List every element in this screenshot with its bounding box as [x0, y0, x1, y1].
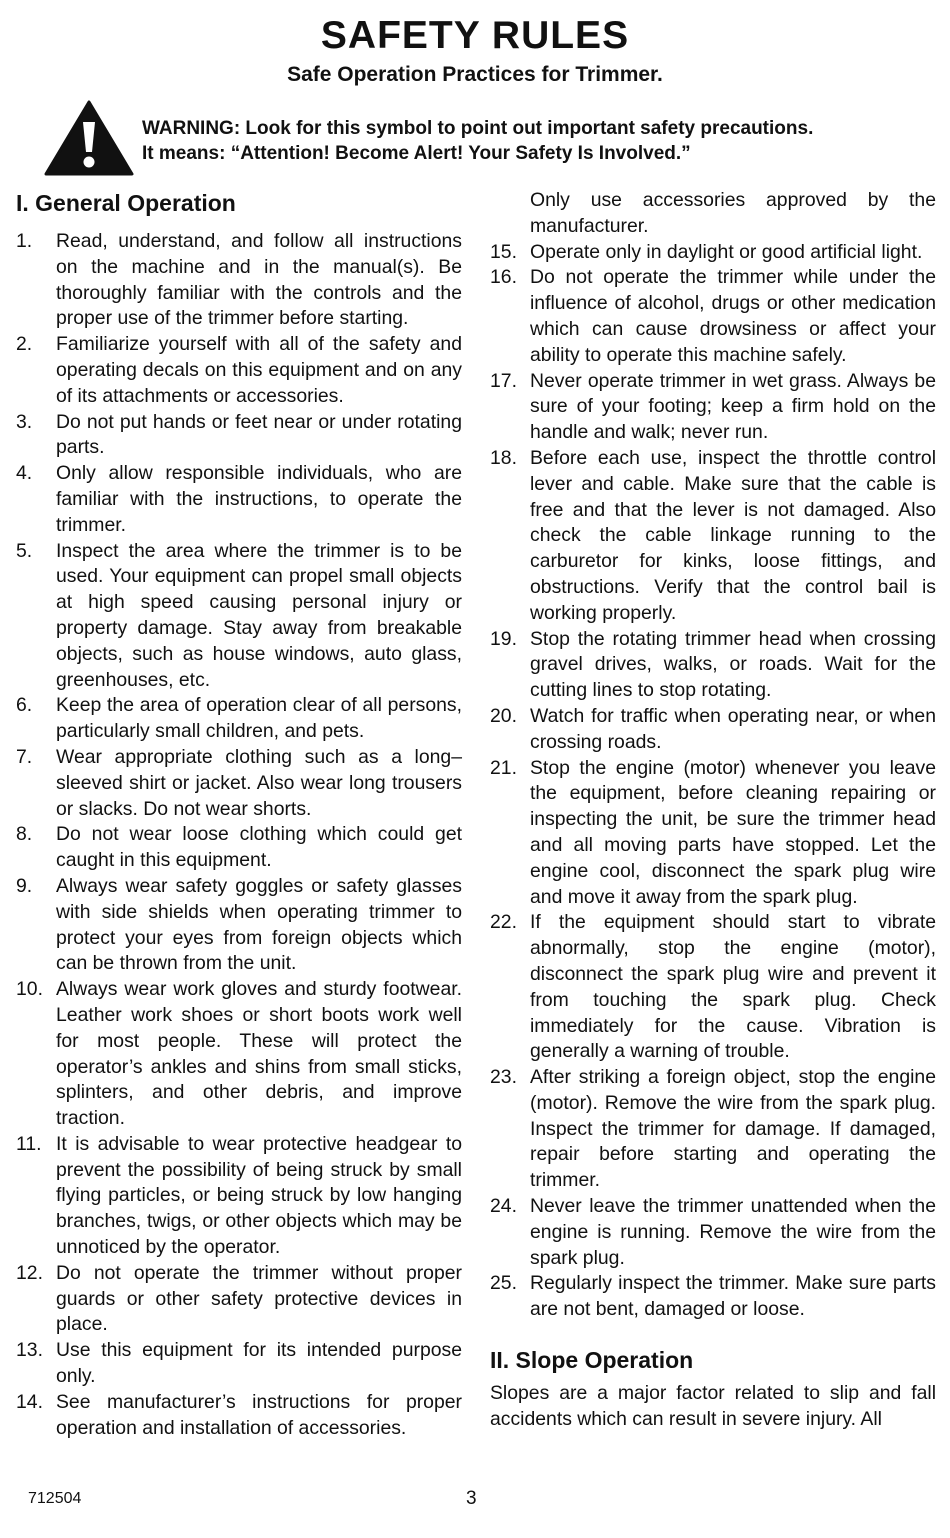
right-column: [490, 188, 936, 1433]
list-item: [16, 1338, 462, 1390]
item-text: Inspect the area where the trimmer is to be used. Your equipment can propel small objects at high speed causing personal injury or property damage. Stay away from breakable objects, such as house windows, auto glass, greenhouses, etc.: [56, 539, 462, 691]
item-number: 19.: [490, 627, 517, 650]
item-text: It is advisable to wear protective headgear to prevent the possibility of being struck by small flying particles, or being struck by low hanging branches, twigs, or other objects which may be unnoticed by the operator.: [56, 1132, 462, 1259]
item-text: Use this equipment for its intended purpose only.: [56, 1339, 462, 1388]
list-item: [16, 1390, 462, 1442]
item-number: 25.: [490, 1272, 517, 1295]
item-text: Familiarize yourself with all of the safety and operating decals on this equipment and on any of its attachments or accessories.: [56, 333, 462, 407]
list-item: [490, 369, 936, 446]
item-text: Never leave the trimmer unattended when the engine is running. Remove the wire from the spark plug.: [530, 1195, 936, 1269]
list-item: [16, 693, 462, 745]
item-text: Only allow responsible individuals, who are familiar with the instructions, to operate the trimmer.: [56, 462, 462, 536]
list-item: [490, 1194, 936, 1271]
list-item: [16, 1261, 462, 1338]
item-number: 13.: [16, 1339, 43, 1362]
item-text: See manufacturer’s instructions for proper operation and installation of accessories.: [56, 1390, 462, 1439]
item-number: 8.: [16, 823, 33, 846]
list-item: [490, 240, 936, 266]
warning-message: [142, 116, 942, 166]
slope-operation-intro: Slopes are a major factor related to slip and fall accidents which can result in severe injury. All: [490, 1382, 936, 1430]
list-item: [490, 265, 936, 368]
list-item: [16, 410, 462, 462]
general-operation-list-continued: [490, 240, 936, 1323]
item-number: 5.: [16, 539, 33, 562]
item-number: 17.: [490, 369, 517, 392]
item-text: Always wear work gloves and sturdy footwear. Leather work shoes or short boots work well for most people. These will protect the operator’s ankles and shins from small sticks, splinters, and other debris, and improve traction.: [56, 978, 462, 1130]
item-text: Keep the area of operation clear of all persons, particularly small children, and pets.: [56, 694, 462, 743]
list-item: [16, 229, 462, 332]
list-item: [490, 910, 936, 1065]
list-item: [16, 977, 462, 1132]
page-title: SAFETY RULES: [320, 14, 630, 57]
item-text: Operate only in daylight or good artificial light.: [530, 240, 923, 263]
item-number: 4.: [16, 462, 33, 485]
item-text: Do not wear loose clothing which could get caught in this equipment.: [56, 823, 462, 872]
item-number: 12.: [16, 1261, 43, 1284]
section-heading-slope-operation: II. Slope Operation: [490, 1347, 694, 1374]
item-number: 10.: [16, 978, 43, 1001]
document-code: 712504: [28, 1490, 82, 1507]
item-number: 1.: [16, 230, 33, 252]
item-number: 2.: [16, 333, 33, 356]
item-14-continued: Only use accessories approved by the manufacturer.: [530, 189, 936, 237]
page-subtitle: Safe Operation Practices for Trimmer.: [287, 63, 663, 86]
list-item: [490, 1065, 936, 1194]
list-item: [16, 539, 462, 694]
list-item: [490, 704, 936, 756]
list-item: [16, 822, 462, 874]
item-number: 23.: [490, 1066, 517, 1089]
item-number: 20.: [490, 704, 517, 727]
section-heading-general-operation: I. General Operation: [16, 190, 236, 216]
item-number: 24.: [490, 1195, 517, 1218]
warning-triangle-icon: [44, 100, 134, 176]
item-number: 7.: [16, 745, 33, 768]
list-item: [16, 1132, 462, 1261]
list-item: [490, 1271, 936, 1323]
list-item: [16, 461, 462, 538]
item-number: 6.: [16, 694, 33, 717]
list-item: [490, 627, 936, 704]
list-item: [16, 332, 462, 409]
item-text: Do not operate the trimmer without proper guards or other safety protective devices in place.: [56, 1261, 462, 1336]
item-number: 21.: [490, 756, 517, 779]
item-number: 11.: [16, 1132, 42, 1155]
item-number: 18.: [490, 446, 517, 469]
list-item: [490, 756, 936, 911]
item-number: 9.: [16, 874, 33, 897]
item-text: Watch for traffic when operating near, or when crossing roads.: [530, 704, 936, 753]
warning-line-1: WARNING: Look for this symbol to point out important safety precautions.: [142, 118, 814, 139]
list-item: [490, 446, 936, 627]
item-text: Read, understand, and follow all instructions on the machine and in the manual(s). Be thoroughly familiar with the controls and the proper use of the trimmer before starting.: [56, 230, 462, 330]
item-text: Always wear safety goggles or safety glasses with side shields when operating trimmer to protect your eyes from foreign objects which can be thrown from the unit.: [56, 874, 462, 975]
list-item: [16, 745, 462, 822]
warning-line-2: It means: “Attention! Become Alert! Your Safety Is Involved.”: [142, 143, 691, 164]
item-text: After striking a foreign object, stop the engine (motor). Remove the wire from the spark plug. Inspect the trimmer for damage. If damaged, repair before starting and operating the trimmer.: [530, 1066, 936, 1192]
item-text: Never operate trimmer in wet grass. Always be sure of your footing; keep a firm hold on the handle and walk; never run.: [530, 369, 936, 444]
item-text: Regularly inspect the trimmer. Make sure parts are not bent, damaged or loose.: [530, 1272, 936, 1321]
item-number: 3.: [16, 410, 33, 433]
item-text: Do not put hands or feet near or under rotating parts.: [56, 410, 462, 459]
left-column: [16, 188, 462, 1441]
page-number: 3: [466, 1488, 477, 1509]
general-operation-list: [16, 229, 462, 1441]
item-text: Stop the engine (motor) whenever you leave the equipment, before cleaning repairing or inspecting the unit, be sure the trimmer head and all moving parts have stopped. Let the engine cool, disconnect the spark plug wire and move it away from the spark plug.: [530, 756, 936, 908]
item-number: 15.: [490, 240, 517, 263]
item-text: Stop the rotating trimmer head when crossing gravel drives, walks, or roads. Wait for the cutting lines to stop rotating.: [530, 627, 936, 702]
item-number: 14.: [16, 1390, 43, 1413]
item-number: 16.: [490, 266, 517, 289]
item-text: Wear appropriate clothing such as a long–sleeved shirt or jacket. Also wear long trousers or slacks. Do not wear shorts.: [56, 745, 462, 820]
item-text: Do not operate the trimmer while under the influence of alcohol, drugs or other medication which can cause drowsiness or affect your ability to operate this machine safely.: [530, 266, 936, 366]
list-item: [16, 874, 462, 977]
item-text: Before each use, inspect the throttle control lever and cable. Make sure that the cable is free and that the lever is not damaged. Also check the cable linkage running to the carburetor for kinks, loose fittings, and obstructions. Verify that the control bail is working properly.: [530, 446, 936, 624]
item-text: If the equipment should start to vibrate abnormally, stop the engine (motor), disconnect the spark plug wire and prevent it from touching the spark plug. Check immediately for the cause. Vibration is generally a warning of trouble.: [530, 911, 936, 1063]
item-number: 22.: [490, 911, 517, 934]
